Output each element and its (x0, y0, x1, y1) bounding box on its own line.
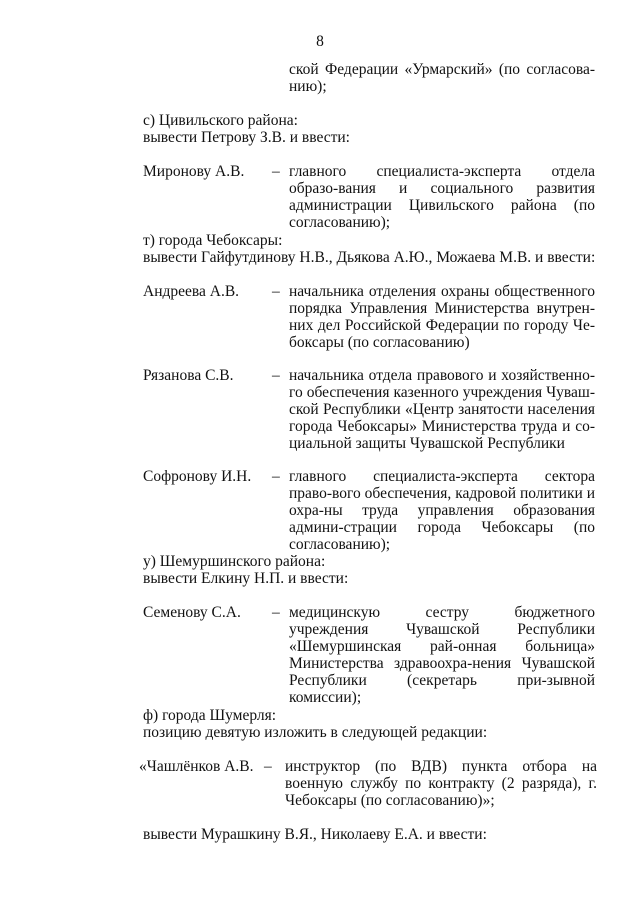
entry-name: Андреева А.В. (143, 283, 240, 300)
entry-name: Миронову А.В. (143, 163, 245, 180)
section-heading-shumerlya: ф) города Шумерля: (143, 707, 277, 724)
entry-description: главного специалиста-эксперта отдела образо-вания и социального развития администрации Цивильского района (по согласованию); (289, 163, 595, 231)
section-action-shemurshinsky: вывести Елкину Н.П. и ввести: (143, 570, 349, 587)
entry-dash: – (272, 163, 280, 180)
section-action-tsivilsky: вывести Петрову З.В. и ввести: (143, 129, 350, 146)
continuation-text: ской Федерации «Урмарский» (по согласова-нию); (289, 61, 595, 95)
entry-name: Рязанова С.В. (143, 367, 234, 384)
entry-name: Софронову И.Н. (143, 468, 252, 485)
final-action: вывести Мурашкину В.Я., Николаеву Е.А. и ввести: (143, 826, 487, 843)
entry-dash: – (272, 283, 280, 300)
page-number: 8 (316, 33, 324, 50)
entry-description: главного специалиста-эксперта сектора право-вого обеспечения, кадровой политики и охра-ны труда управления образования админи-страции города Чебоксары (по согласованию); (289, 468, 595, 553)
entry-description: начальника отдела правового и хозяйственно-го обеспечения казенного учреждения Чуваш-ской Республики «Центр занятости населения города Чебоксары» Министерства труда и со-циальной защиты Чувашской Республики (289, 367, 595, 452)
section-heading-cheboksary: т) города Чебоксары: (143, 232, 283, 249)
entry-description: начальника отделения охраны общественного порядка Управления Министерства внутрен-них дел Российской Федерации по городу Че-боксары (по согласованию) (289, 283, 595, 351)
section-heading-tsivilsky: с) Цивильского района: (143, 112, 298, 129)
section-action-cheboksary: вывести Гайфутдинову Н.В., Дьякова А.Ю., Можаева М.В. и ввести: (143, 249, 596, 266)
entry-name: Семенову С.А. (143, 604, 241, 621)
entry-dash: – (272, 604, 280, 621)
entry-description: инструктор (по ВДВ) пункта отбора на военную службу по контракту (2 разряда), г. Чебоксары (по согласованию)»; (285, 758, 597, 809)
section-action-shumerlya: позицию девятую изложить в следующей редакции: (143, 724, 488, 741)
entry-name: «Чашлёнков А.В. (139, 758, 254, 775)
entry-description: медицинскую сестру бюджетного учреждения Чувашской Республики «Шемуршинская рай-онная больница» Министерства здравоохра-нения Чувашской Республики (секретарь при-зывной комиссии); (289, 604, 595, 706)
entry-dash: – (264, 758, 272, 775)
entry-dash: – (272, 468, 280, 485)
entry-dash: – (272, 367, 280, 384)
section-heading-shemurshinsky: у) Шемуршинского района: (143, 553, 326, 570)
